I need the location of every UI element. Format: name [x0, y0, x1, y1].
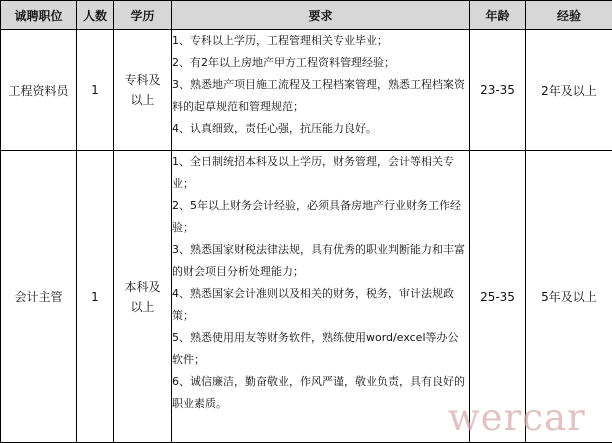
header-requirements: 要求: [172, 1, 470, 30]
requirement-item: 4、熟悉国家会计准则以及相关的财务，税务，审计法规政策；: [172, 283, 469, 327]
requirement-item: 5、熟悉使用用友等财务软件，熟练使用word/excel等办公软件；: [172, 327, 469, 371]
position-cell: 会计主管: [1, 151, 77, 443]
count-cell: 1: [77, 30, 114, 151]
requirements-cell: [172, 30, 470, 151]
education-cell: 本科及以上: [114, 151, 172, 443]
requirement-item: 2、5年以上财务会计经验，必须具备房地产行业财务工作经验；: [172, 195, 469, 239]
table-row: [1, 151, 612, 443]
requirement-item: 3、熟悉国家财税法律法规，具有优秀的职业判断能力和丰富的财会项目分析处理能力；: [172, 239, 469, 283]
requirement-item: 6、诚信廉洁，勤奋敬业，作风严谨，敬业负责，具有良好的职业素质。: [172, 371, 469, 415]
experience-cell: 2年及以上: [526, 30, 612, 151]
education-cell: 专科及以上: [114, 30, 172, 151]
header-row: [1, 1, 612, 30]
requirements-cell: [172, 151, 470, 443]
header-age: 年龄: [470, 1, 526, 30]
requirement-item: 1、全日制统招本科及以上学历，财务管理，会计等相关专业；: [172, 151, 469, 195]
header-count: 人数: [77, 1, 114, 30]
requirement-item: 3、熟悉地产项目施工流程及工程档案管理，熟悉工程档案资料的起草规范和管理规范；: [172, 74, 469, 118]
table-body: [1, 30, 612, 443]
count-cell: 1: [77, 151, 114, 443]
header-education: 学历: [114, 1, 172, 30]
position-cell: 工程资料员: [1, 30, 77, 151]
header-position: 诚聘职位: [1, 1, 77, 30]
requirement-item: 1、专科以上学历，工程管理相关专业毕业；: [172, 30, 469, 52]
table-row: [1, 30, 612, 151]
requirement-item: 2、有2年以上房地产甲方工程资料管理经验；: [172, 52, 469, 74]
table-header: [1, 1, 612, 30]
age-cell: 25-35: [470, 151, 526, 443]
requirement-item: 4、认真细致，责任心强，抗压能力良好。: [172, 118, 469, 140]
experience-cell: 5年及以上: [526, 151, 612, 443]
watermark: wercar: [448, 396, 586, 439]
age-cell: 23-35: [470, 30, 526, 151]
header-experience: 经验: [526, 1, 612, 30]
